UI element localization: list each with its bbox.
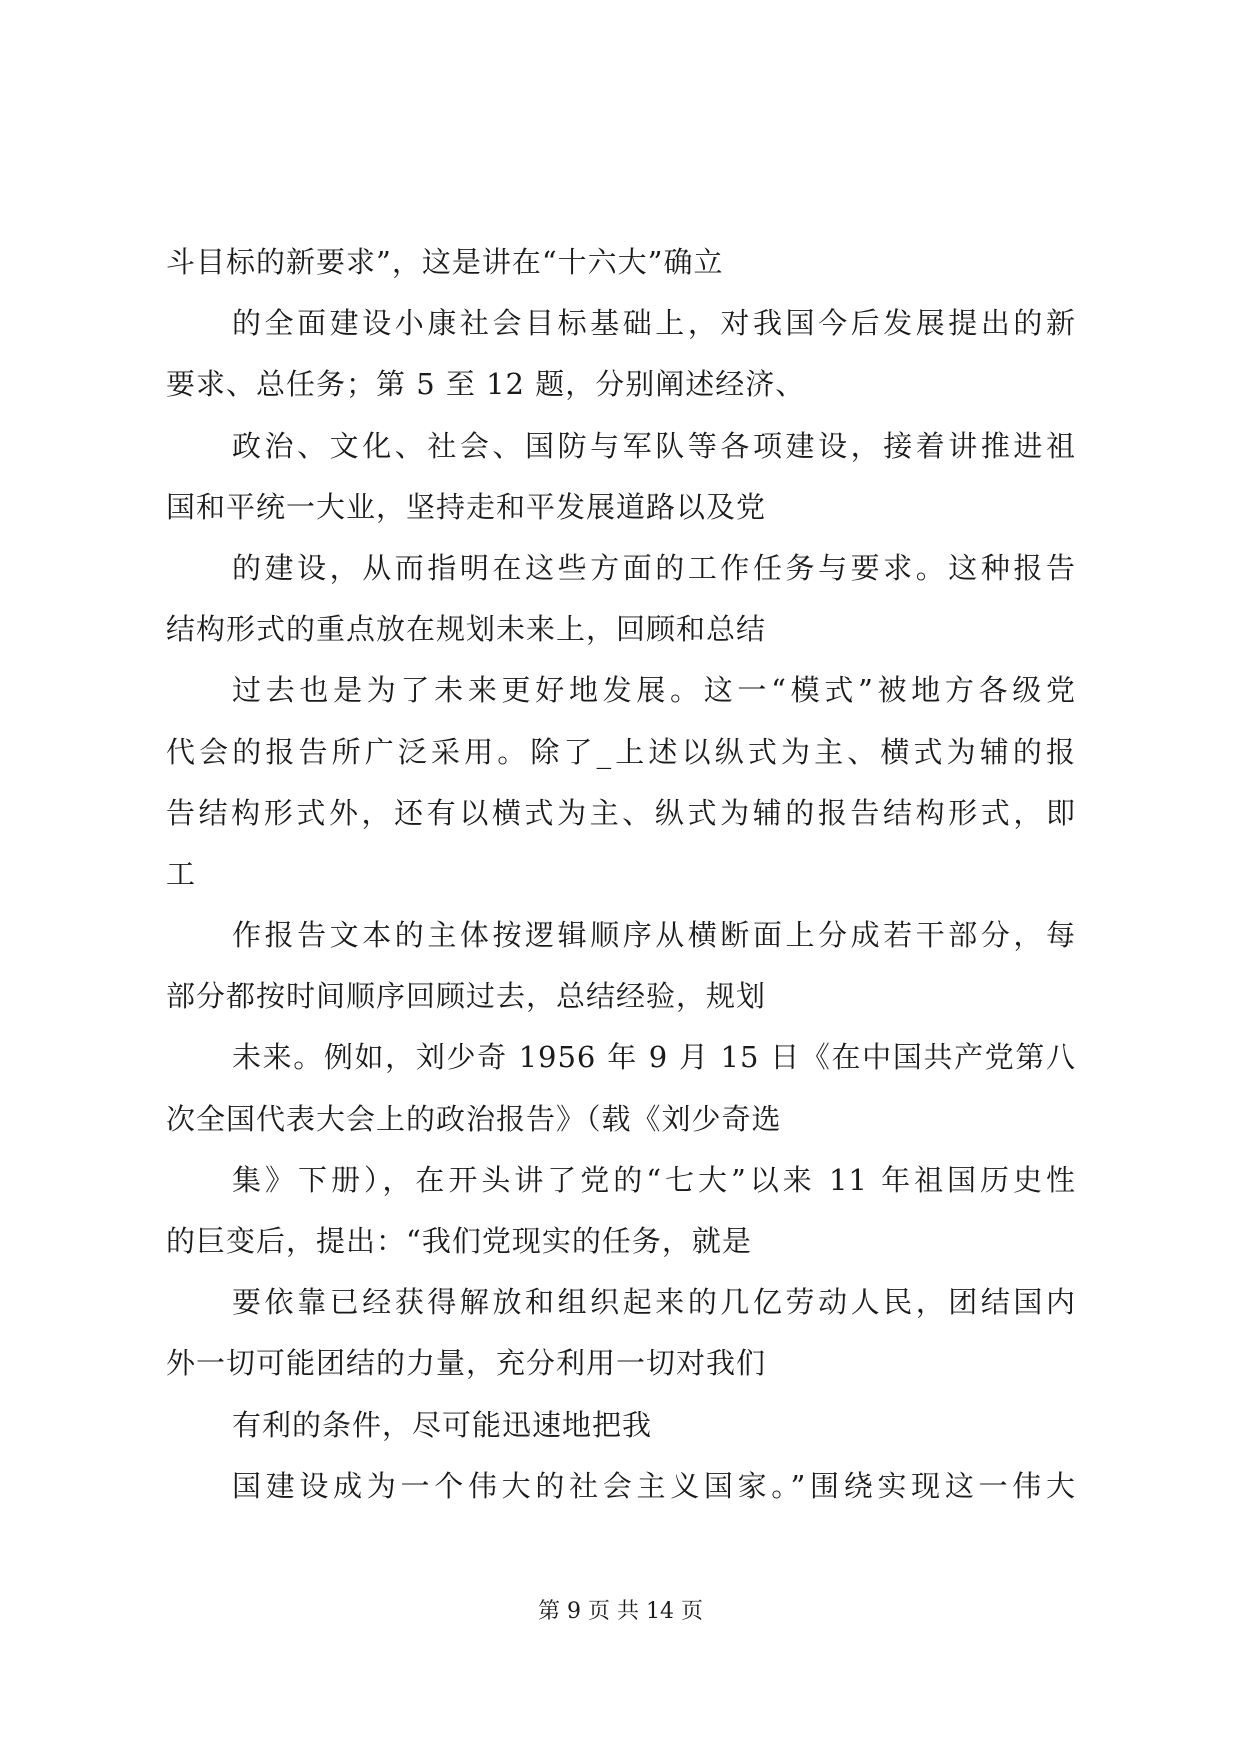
text-line: 集》下册），在开头讲了党的“七大”以来 11 年祖国历史性 [232,1162,1076,1197]
text-line: 代会的报告所广泛采用。除了_上述以纵式为主、横式为辅的报 [166,734,1076,769]
text-line: 工 [166,856,197,891]
text-line: 国和平统一大业，坚持走和平发展道路以及党 [166,489,767,524]
text-line: 告结构形式外，还有以横式为主、纵式为辅的报告结构形式，即 [166,795,1076,830]
text-line: 结构形式的重点放在规划未来上，回顾和总结 [166,612,767,647]
text-line: 的全面建设小康社会目标基础上，对我国今后发展提出的新 [232,306,1076,341]
text-line: 要求、总任务；第 5 至 12 题，分别阐述经济、 [166,367,806,402]
page-footer [0,1597,1241,1627]
text-line: 次全国代表大会上的政治报告》（载《刘少奇选 [166,1101,782,1136]
text-line: 过去也是为了未来更好地发展。这一“模式”被地方各级党 [232,673,1076,708]
text-line: 作报告文本的主体按逻辑顺序从横断面上分成若干部分，每 [232,918,1076,953]
text-line: 有利的条件，尽可能迅速地把我 [232,1407,653,1442]
text-line: 未来。例如，刘少奇 1956 年 9 月 15 日《在中国共产党第八 [232,1040,1076,1075]
body-text [166,232,1076,1517]
text-line: 政治、文化、社会、国防与军队等各项建设，接着讲推进祖 [232,428,1076,463]
text-line: 部分都按时间顺序回顾过去，总结经验，规划 [166,979,767,1014]
page-number-label: 第 9 页 共 14 页 [538,1599,703,1624]
text-line: 斗目标的新要求”，这是讲在“十六大”确立 [166,245,724,279]
text-line: 的巨变后，提出：“我们党现实的任务，就是 [166,1224,752,1258]
text-line: 要依靠已经获得解放和组织起来的几亿劳动人民，团结国内 [232,1285,1076,1320]
text-line: 外一切可能团结的力量，充分利用一切对我们 [166,1346,767,1381]
text-line: 的建设，从而指明在这些方面的工作任务与要求。这种报告 [232,550,1076,585]
text-line: 国建设成为一个伟大的社会主义国家。”围绕实现这一伟大 [232,1468,1076,1503]
